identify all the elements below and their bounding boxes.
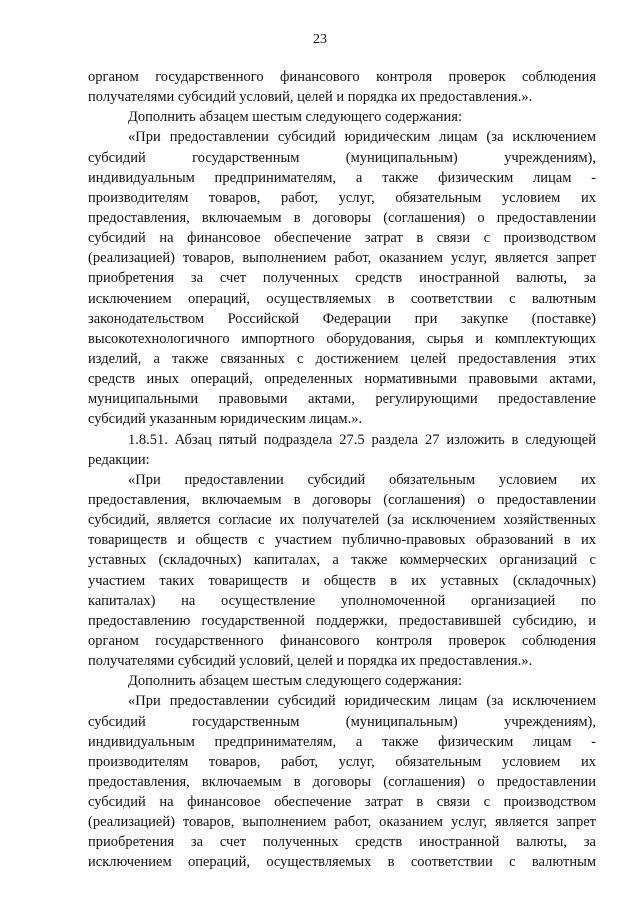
- text-line: участием таких товариществ и обществ в их уставных (складочных): [88, 572, 596, 589]
- text-line: высокотехнологичного импортного оборудования, сырья и комплектующих: [88, 330, 596, 347]
- text-line: получателями субсидий условий, целей и порядка их предоставления.».: [88, 653, 533, 670]
- text-line: индивидуальным предпринимателям, а также физическим лицам -: [88, 169, 596, 186]
- text-line: индивидуальным предпринимателям, а также физическим лицам -: [88, 733, 596, 750]
- text-line: изделий, а также связанных с достижением целей предоставления этих: [88, 350, 596, 367]
- text-line: производителям товаров, работ, услуг, обязательным условием их: [88, 753, 596, 770]
- text-line: «При предоставлении субсидий обязательным условием их: [128, 471, 596, 488]
- page-number: 23: [313, 32, 327, 47]
- text-line: (реализацией) товаров, выполнением работ, оказанием услуг, является запрет: [88, 814, 596, 831]
- text-line: (реализацией) товаров, выполнением работ, оказанием услуг, является запрет: [88, 250, 596, 267]
- text-line: субсидий на финансовое обеспечение затрат в связи с производством: [88, 794, 596, 811]
- text-line: предоставлению государственной поддержки, предоставившей субсидию, и: [88, 612, 596, 629]
- text-line: производителям товаров, работ, услуг, обязательным условием их: [88, 189, 596, 206]
- text-line: товариществ и обществ с участием публично-правовых образований в их: [88, 532, 596, 549]
- text-line: 1.8.51. Абзац пятый подраздела 27.5 раздела 27 изложить в следующей: [128, 431, 596, 448]
- text-line: «При предоставлении субсидий юридическим лицам (за исключением: [128, 129, 596, 146]
- text-line: муниципальными правовыми актами, регулирующими предоставление: [88, 391, 596, 408]
- text-line: получателями субсидий условий, целей и порядка их предоставления.».: [88, 89, 533, 106]
- text-line: приобретения за счет полученных средств иностранной валюты, за: [88, 834, 596, 851]
- text-line: исключением операций, осуществляемых в соответствии с валютным: [88, 854, 596, 871]
- text-line: приобретения за счет полученных средств иностранной валюты, за: [88, 270, 596, 287]
- text-line: «При предоставлении субсидий юридическим лицам (за исключением: [128, 693, 596, 710]
- text-line: органом государственного финансового контроля проверок соблюдения: [88, 69, 596, 85]
- text-line: предоставления, включаемым в договоры (соглашения) о предоставлении: [88, 773, 596, 790]
- text-line: Дополнить абзацем шестым следующего содержания:: [128, 109, 462, 126]
- text-line: субсидий государственным (муниципальным) учреждениям),: [88, 713, 596, 730]
- text-line: предоставления, включаемым в договоры (соглашения) о предоставлении: [88, 491, 596, 508]
- text-line: Дополнить абзацем шестым следующего содержания:: [128, 673, 462, 690]
- text-line: субсидий указанным юридическим лицам.».: [88, 411, 363, 428]
- text-line: субсидий государственным (муниципальным) учреждениям),: [88, 149, 596, 166]
- document-body: [88, 67, 596, 873]
- text-line: капиталах) на осуществление уполномоченной организацией по: [88, 592, 596, 609]
- text-line: редакции:: [88, 451, 150, 468]
- text-line: исключением операций, осуществляемых в соответствии с валютным: [88, 290, 596, 307]
- text-line: средств иных операций, определенных нормативными правовыми актами,: [88, 371, 596, 388]
- text-line: предоставления, включаемым в договоры (соглашения) о предоставлении: [88, 209, 596, 226]
- text-line: законодательством Российской Федерации при закупке (поставке): [88, 310, 596, 327]
- text-line: субсидий, является согласие их получателей (за исключением хозяйственных: [88, 512, 596, 529]
- text-line: уставных (складочных) капиталах, а также коммерческих организаций с: [88, 552, 596, 569]
- text-line: органом государственного финансового контроля проверок соблюдения: [88, 632, 596, 649]
- text-line: субсидий на финансовое обеспечение затрат в связи с производством: [88, 230, 596, 247]
